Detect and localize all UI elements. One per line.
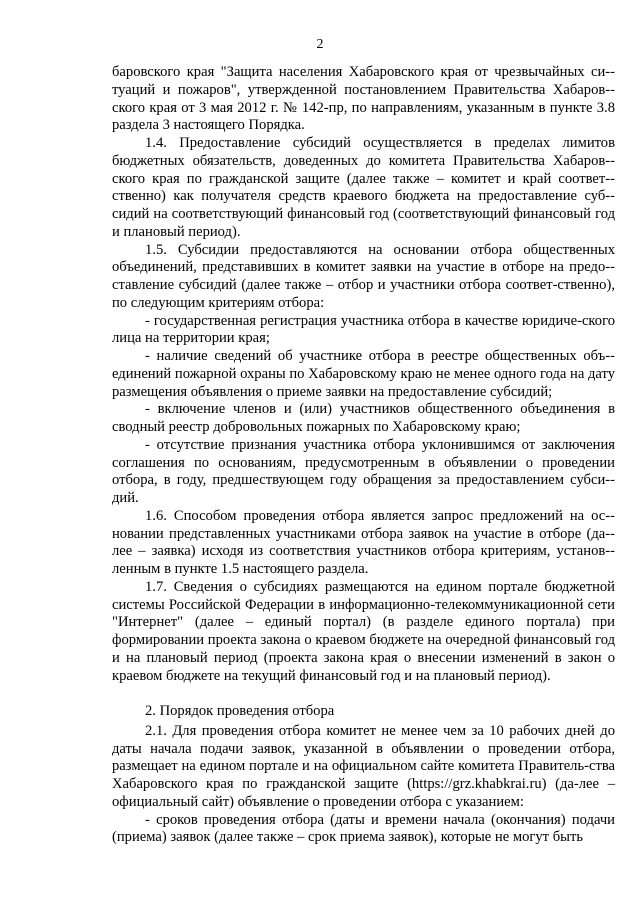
paragraph-1-5: 1.5. Субсидии предоставляются на основании отбора общественных объединений, представивших в комитет заявки на участие в отборе на предо-ставление субсидий (далее также – отбор и участники отбора соответ-ственно), по следующим критериям отбора: bbox=[112, 241, 615, 311]
paragraph-1-4: 1.4. Предоставление субсидий осуществляется в пределах лимитов бюджетных обязательств, доведенных до комитета Правительства Хабаров-ского края по гражданской защите (далее также – комитет и край соответ-ственно) как получателя средств краевого бюджета на предоставление суб-сидий на соответствующий финансовый год (соответствующий финансовый год и плановый период). bbox=[112, 135, 615, 240]
paragraph-2-1: 2.1. Для проведения отбора комитет не менее чем за 10 рабочих дней до даты начала подачи заявок, указанной в объявлении о проведении отбора, размещает на едином портале и на официальном сайте комитета Правитель-ства Хабаровского края по гражданской защите (https://grz.khabkrai.ru) (да-лее – официальный сайт) объявление о проведении отбора с указанием: bbox=[112, 722, 615, 810]
paragraph-1-7: 1.7. Сведения о субсидиях размещаются на едином портале бюджетной системы Российской Федерации в информационно-телекоммуникационной сети "Интернет" (далее – единый портал) (в разделе единого портала) при формировании проекта закона о краевом бюджете на очередной финансовый год и на плановый период (проекта закона края о внесении изменений в закон о краевом бюджете на текущий финансовый год и на плановый период). bbox=[112, 578, 615, 684]
criterion-registration: - государственная регистрация участника отбора в качестве юридиче-ского лица на территории края; bbox=[112, 312, 615, 347]
document-body bbox=[112, 64, 615, 847]
paragraph-continuation: баровского края "Защита населения Хабаровского края от чрезвычайных си-туаций и пожаров", утвержденной постановлением Правительства Хабаров-ского края от 3 мая 2012 г. № 142-пр, по направлениям, указанным в пункте 3.8 раздела 3 настоящего Порядка. bbox=[112, 64, 615, 134]
criterion-volunteers: - включение членов и (или) участников общественного объединения в сводный реестр добровольных пожарных по Хабаровскому краю; bbox=[112, 401, 615, 435]
page-number: 2 bbox=[316, 37, 324, 52]
paragraph-1-6: 1.6. Способом проведения отбора является запрос предложений на ос-новании представленных участниками отбора заявок на участие в отборе (да-лее – заявка) исходя из соответствия участников отбора критериям, установ-ленным в пункте 1.5 настоящего раздела. bbox=[112, 507, 615, 577]
list-item-deadlines: - сроков проведения отбора (даты и времени начала (окончания) подачи (приема) заявок (далее также – срок приема заявок), которые не могут быть bbox=[112, 811, 615, 846]
criterion-registry: - наличие сведений об участнике отбора в реестре общественных объ-единений пожарной охраны по Хабаровскому краю не менее одного года на дату размещения объявления о приеме заявки на предоставление субсидий; bbox=[112, 348, 615, 400]
section-2-heading: 2. Порядок проведения отбора bbox=[145, 703, 335, 719]
criterion-no-evasion: - отсутствие признания участника отбора уклонившимся от заключения соглашения по основаниям, предусмотренным в объявлении о проведении отбора, в году, предшествующем году обращения за предоставлением субси-дий. bbox=[112, 436, 615, 506]
